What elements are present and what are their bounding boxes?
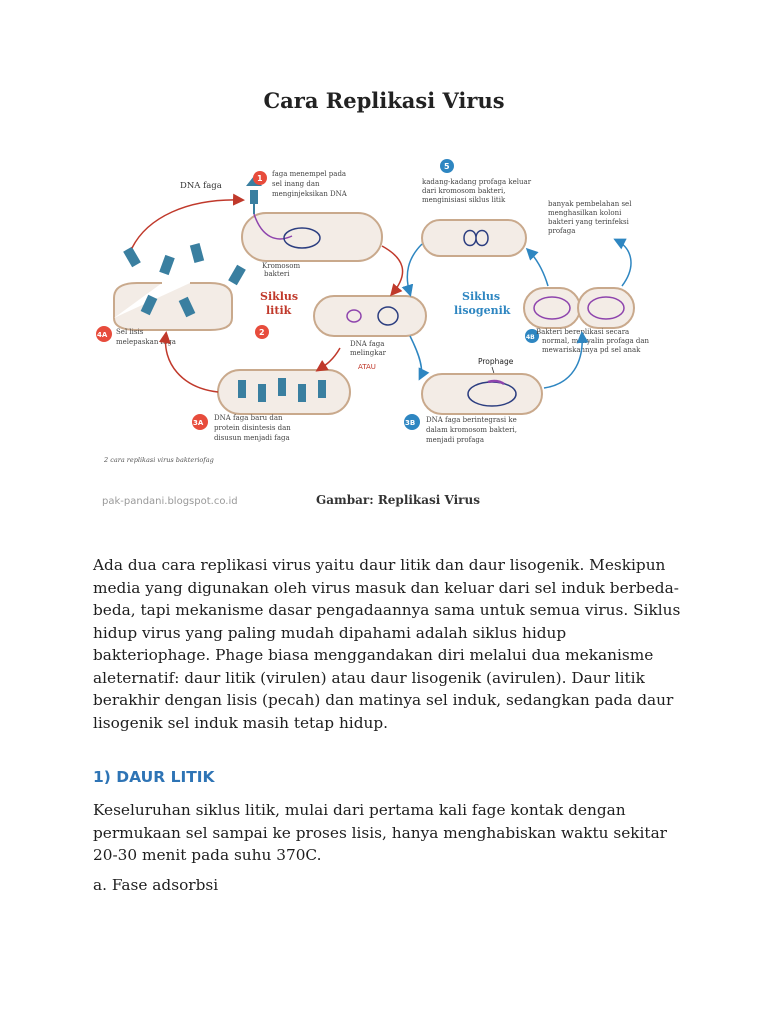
step1-line1: faga menempel pada xyxy=(272,170,347,178)
paragraph-daur-litik: Keseluruhan siklus litik, mulai dari pertama kali fage kontak dengan permukaan sel sampai ke proses lisis, hanya menghabiskan waktu sekitar 20-30 menit pada suhu 370C. xyxy=(93,801,667,864)
step3a-line2: protein disintesis dan xyxy=(214,424,291,432)
siklus-lisogenik-label-2: lisogenik xyxy=(454,304,511,317)
daughter-cell-left xyxy=(524,288,580,328)
arrow-4b-loop xyxy=(616,240,631,286)
step4b-line2: normal, menyalin profaga dan xyxy=(542,337,650,345)
division-line3: bakteri yang terinfeksi xyxy=(548,218,629,226)
step1-line3: menginjeksikan DNA xyxy=(272,190,347,198)
step5-badge-text: 5 xyxy=(444,162,450,171)
step5-line1: kadang-kadang profaga keluar xyxy=(422,178,532,186)
arrow-2-to-3b xyxy=(410,336,422,378)
host-cell-1 xyxy=(242,213,382,261)
step2-line1: DNA faga xyxy=(350,340,385,348)
step3a-badge-text: 3A xyxy=(193,419,204,427)
step2-badge-text: 2 xyxy=(259,328,265,337)
siklus-lisogenik-label-1: Siklus xyxy=(462,290,501,303)
step2-line2: melingkar xyxy=(350,349,387,357)
arrow-2-to-3a xyxy=(318,348,340,370)
section-heading-daur-litik: 1) DAUR LITIK xyxy=(93,768,215,786)
arrow-5-to-2 xyxy=(407,244,422,294)
division-line4: profaga xyxy=(548,227,576,235)
arrow-1-to-2 xyxy=(382,246,403,294)
step3b-line3: menjadi profaga xyxy=(426,436,485,444)
step4b-line3: mewariskannya pd sel anak xyxy=(542,346,641,354)
step4a-badge-text: 4A xyxy=(97,331,108,339)
subheading-fase-adsorbsi: a. Fase adsorbsi xyxy=(93,876,219,894)
siklus-litik-label-2: litik xyxy=(266,304,292,317)
division-line2: menghasilkan koloni xyxy=(548,209,622,217)
step5-line3: menginisiasi siklus litik xyxy=(422,196,506,204)
atau-label: ATAU xyxy=(358,363,376,371)
host-cell-3b xyxy=(422,374,542,414)
step3b-line1: DNA faga berintegrasi ke xyxy=(426,416,517,424)
host-cell-5 xyxy=(422,220,526,256)
step3b-badge-text: 3B xyxy=(405,419,416,427)
label-dna-faga: DNA faga xyxy=(180,181,222,191)
step3a-line3: disusun menjadi faga xyxy=(214,434,290,442)
siklus-litik-label-1: Siklus xyxy=(260,290,299,303)
step4a-line1: Sel lisis xyxy=(116,328,144,336)
paragraph-intro: Ada dua cara replikasi virus yaitu daur litik dan daur lisogenik. Meskipun media yang digunakan oleh virus masuk dan keluar dari sel induk berbeda-beda, tapi mekanisme dasar pengadaannya sama untuk semua virus. Siklus hidup virus yang paling mudah dipahami adalah siklus hidup bakteriophage. Phage biasa menggandakan diri melalui dua mekanisme aleternatif: daur litik (virulen) atau daur lisogenik (avirulen). Daur litik berakhir dengan lisis (pecah) dan matinya sel induk, sedangkan pada daur lisogenik sel induk masih tetap hidup. xyxy=(93,556,681,732)
kromosom-line1: Kromosom xyxy=(262,262,301,270)
step4b-badge-text: 4B xyxy=(526,334,535,341)
kromosom-line2: bakteri xyxy=(264,270,290,278)
figure-caption: Gambar: Replikasi Virus xyxy=(316,493,480,507)
step4a-line2: melepaskan faga xyxy=(116,338,176,346)
step1-badge-text: 1 xyxy=(257,174,263,183)
replication-figure xyxy=(92,148,650,518)
figure-watermark: pak-pandani.blogspot.co.id xyxy=(102,496,238,507)
daughter-cell-right xyxy=(578,288,634,328)
figure-small-caption: 2 cara replikasi virus bakteriofag xyxy=(104,456,214,464)
page-title: Cara Replikasi Virus xyxy=(263,88,505,113)
step1-line2: sel inang dan xyxy=(272,180,320,188)
virus-replication-diagram xyxy=(92,148,652,518)
step4b-line1: Bakteri bereplikasi secara xyxy=(536,328,630,336)
division-line1: banyak pembelahan sel xyxy=(548,200,632,208)
arrow-4b-to-5 xyxy=(528,250,548,286)
step3a-line1: DNA faga baru dan xyxy=(214,414,283,422)
host-cell-2 xyxy=(314,296,426,336)
arrow-4a-to-1 xyxy=(132,200,242,248)
step3b-line2: dalam kromosom bakteri, xyxy=(426,426,517,434)
prophage-label: Prophage xyxy=(478,357,514,366)
step5-line2: dari kromosom bakteri, xyxy=(422,187,506,195)
